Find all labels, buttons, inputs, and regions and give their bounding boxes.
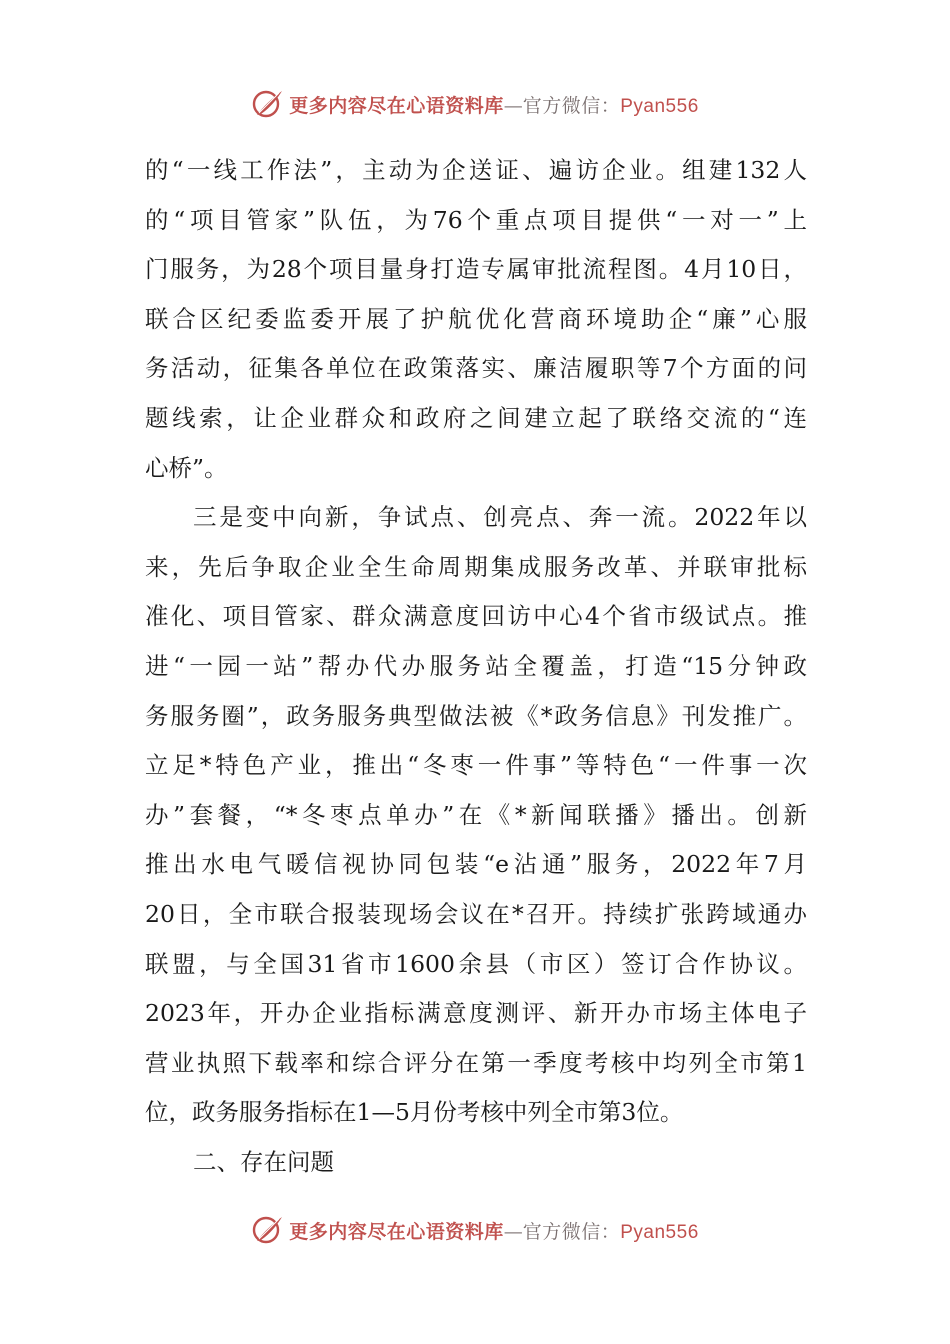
paragraph-2	[145, 493, 807, 1138]
watermark-wechat-label: 官方微信：	[522, 94, 621, 117]
document-body	[145, 146, 807, 1187]
text-line: 2023年，开办企业指标满意度测评、新开办市场主体电子	[145, 999, 807, 1028]
text-line: 20日，全市联合报装现场会议在*召开。持续扩张跨域通办	[145, 899, 807, 928]
text-line: 联盟，与全国31省市1600余县（市区）签订合作协议。	[145, 949, 807, 978]
text-line: 营业执照下载率和综合评分在第一季度考核中均列全市第1	[145, 1048, 807, 1077]
watermark-separator: —	[503, 94, 523, 117]
watermark-separator: —	[503, 1220, 523, 1243]
watermark-wechat-id: Pyan556	[620, 95, 699, 117]
quill-logo-icon	[251, 1213, 285, 1247]
text-line: 准化、项目管家、群众满意度回访中心4个省市级试点。推	[145, 602, 807, 631]
text-line: 办”套餐，“*冬枣点单办”在《*新闻联播》播出。创新	[145, 800, 807, 829]
text-line: 推出水电气暖信视协同包装“e沾通”服务，2022年7月	[145, 850, 807, 879]
text-line: 题线索，让企业群众和政府之间建立起了联络交流的“连	[145, 403, 807, 432]
watermark-header	[0, 84, 950, 124]
watermark-wechat-id: Pyan556	[620, 1221, 699, 1243]
text-line: 心桥”。	[145, 453, 228, 482]
text-line: 进“一园一站”帮办代办服务站全覆盖，打造“15分钟政	[145, 651, 807, 680]
section-heading: 二、存在问题	[193, 1147, 334, 1176]
text-line: 联合区纪委监委开展了护航优化营商环境助企“廉”心服	[145, 304, 807, 333]
text-line: 的“一线工作法”，主动为企送证、遍访企业。组建132人	[145, 156, 807, 184]
text-line: 的“项目管家”队伍，为76个重点项目提供“一对一”上	[145, 205, 807, 234]
text-line: 三是变中向新，争试点、创亮点、奔一流。2022年以	[193, 503, 807, 532]
text-line: 来，先后争取企业全生命周期集成服务改革、并联审批标	[145, 552, 807, 581]
text-line: 位，政务服务指标在1—5月份考核中列全市第3位。	[145, 1098, 684, 1127]
text-line: 门服务，为28个项目量身打造专属审批流程图。4月10日，	[145, 255, 807, 284]
watermark-text: 更多内容尽在心语资料库	[289, 1220, 504, 1243]
watermark-footer	[0, 1210, 950, 1250]
paragraph-1	[145, 146, 807, 493]
watermark-text: 更多内容尽在心语资料库	[289, 94, 504, 117]
text-line: 立足*特色产业，推出“冬枣一件事”等特色“一件事一次	[145, 751, 807, 780]
text-line: 务服务圈”，政务服务典型做法被《*政务信息》刊发推广。	[145, 701, 807, 730]
quill-logo-icon	[251, 87, 285, 121]
text-line: 务活动，征集各单位在政策落实、廉洁履职等7个方面的问	[145, 354, 807, 383]
watermark-wechat-label: 官方微信：	[522, 1220, 621, 1243]
